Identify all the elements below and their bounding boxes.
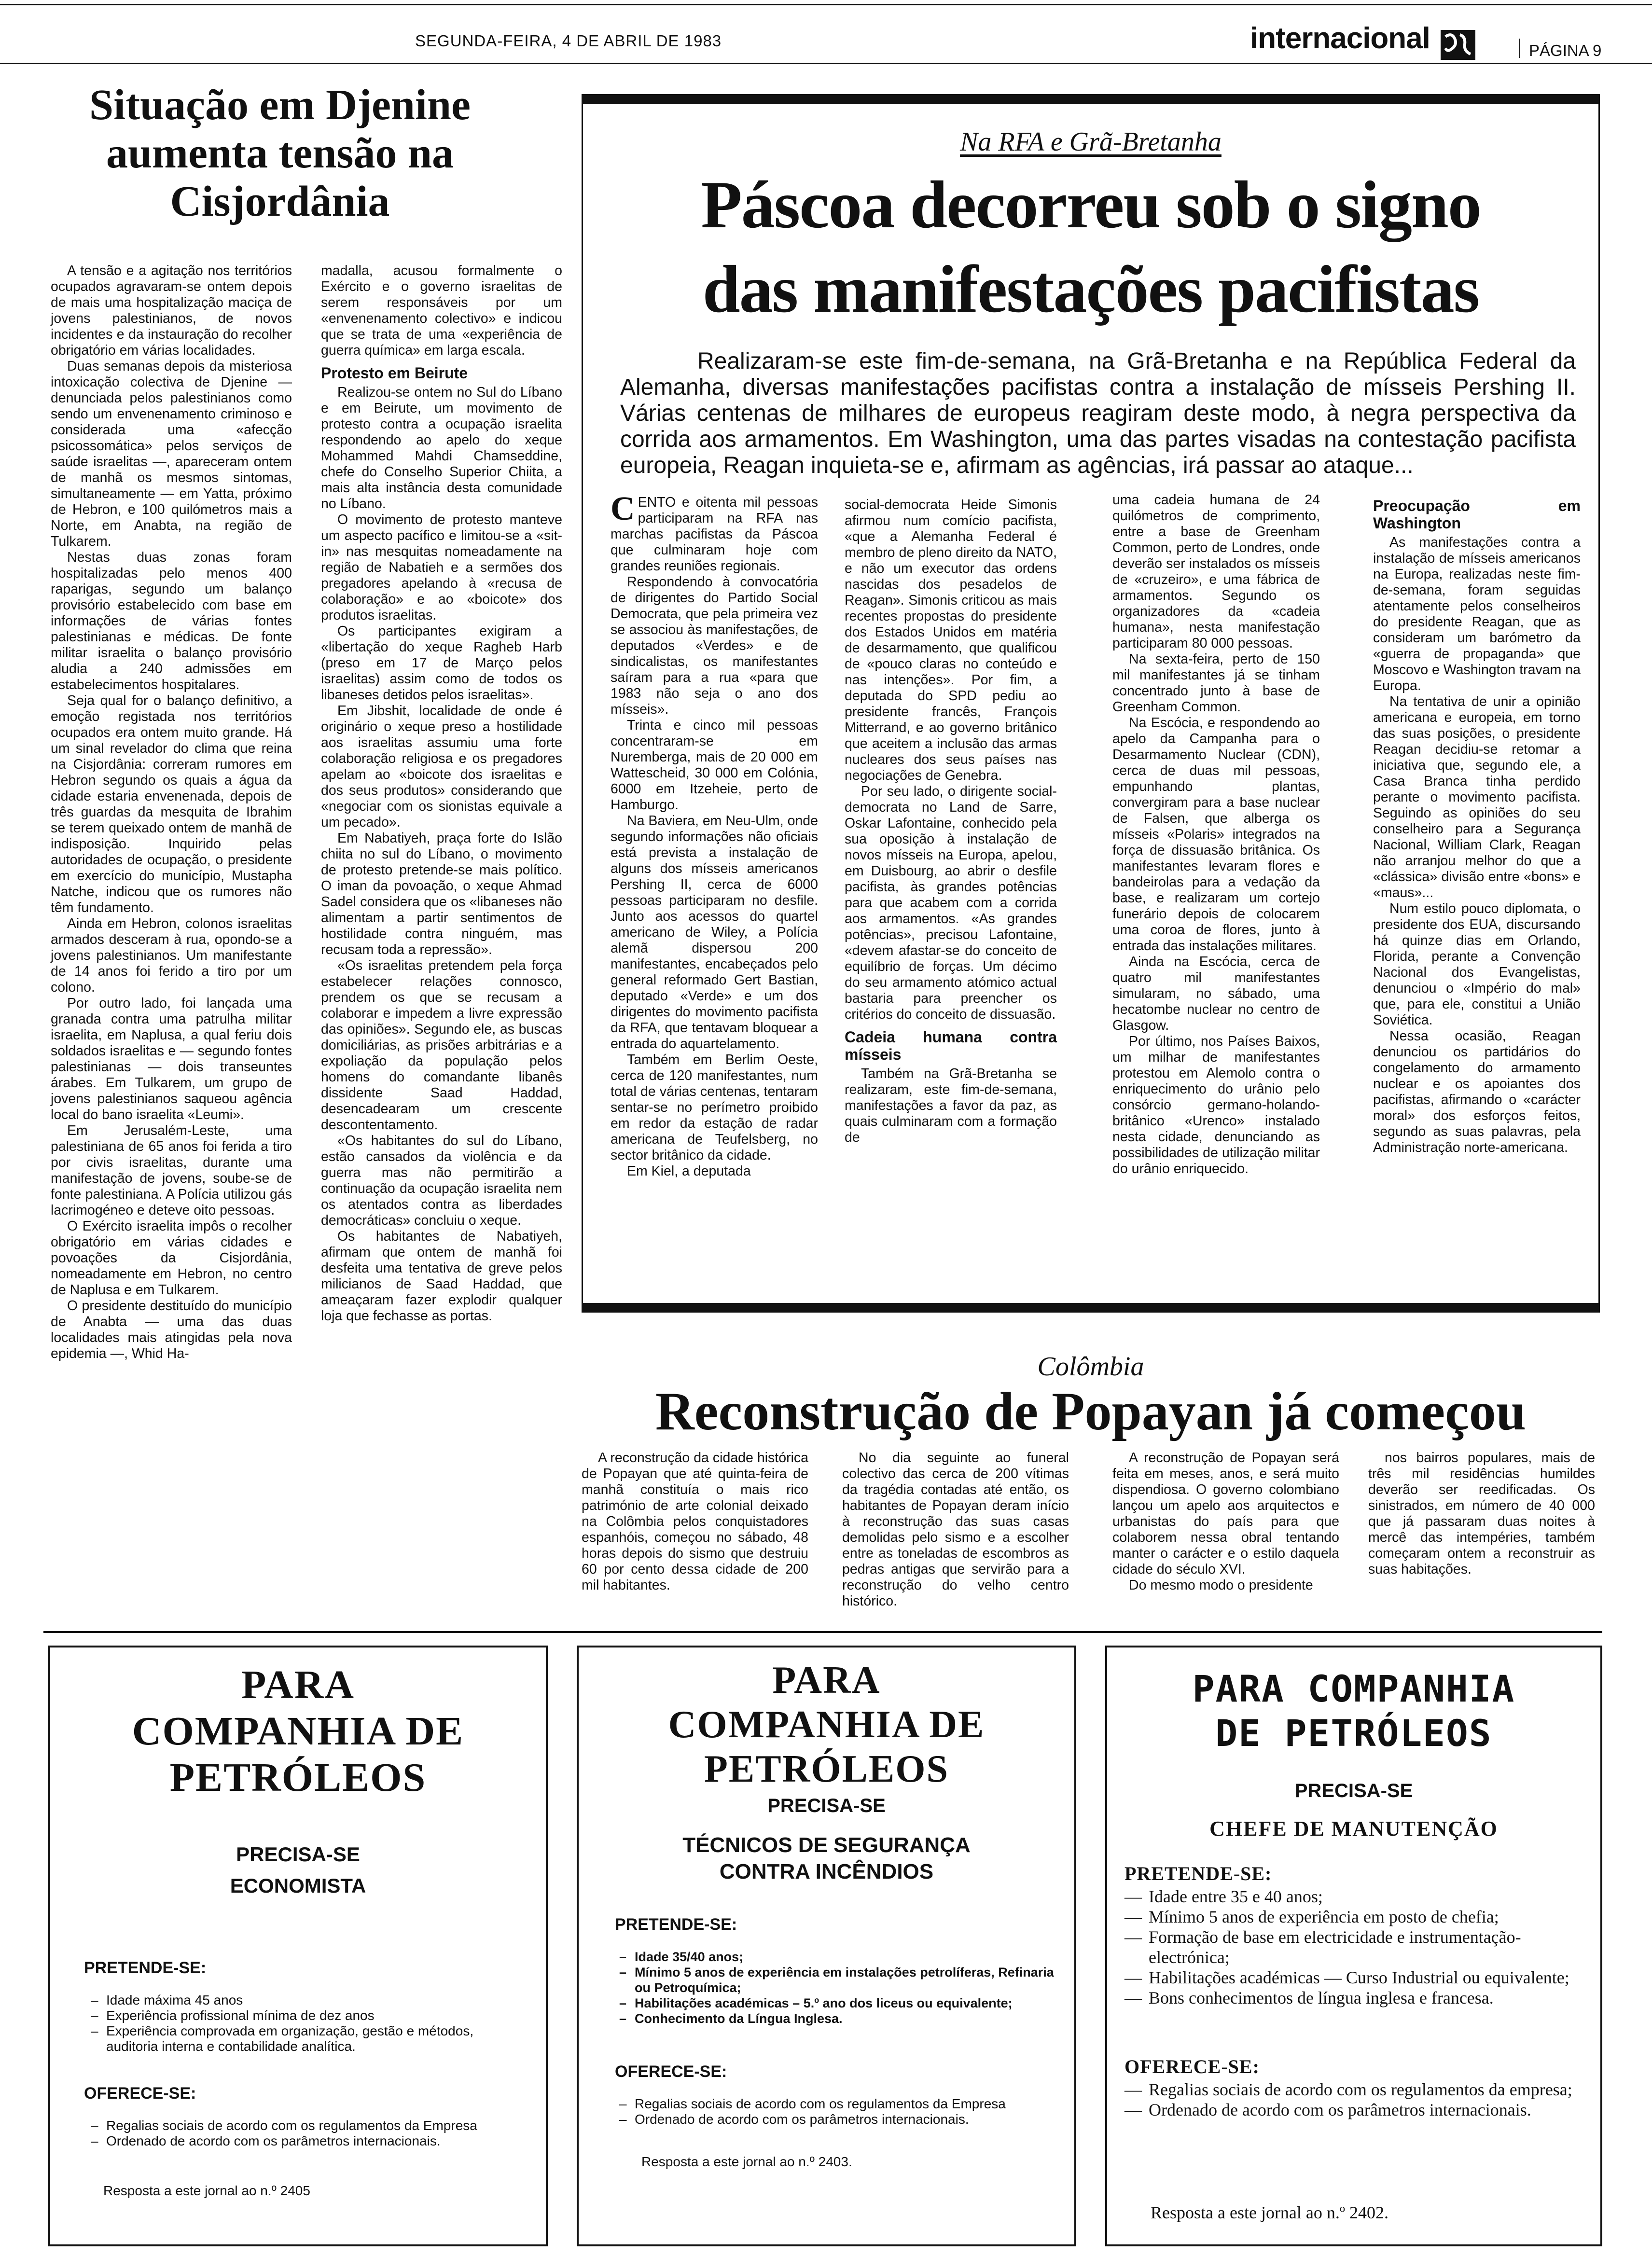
- ad-title-line: PARA: [772, 1659, 881, 1702]
- djenine-para: Nestas duas zonas foram hospitalizadas pelo menos 400 raparigas, segundo um balanço provisório estabelecido com base em informações de várias fontes palestinianas e médicas. De fonte militar israelita o balanço provisório aludia a 240 admissões em estabelecimentos hospitalares.: [51, 550, 292, 692]
- colombia-col3: [1112, 1450, 1339, 1593]
- ad-title-line: PARA: [241, 1662, 355, 1707]
- pascoa-para: social-democrata Heide Simonis afirmou num comício pacifista, «que a Alemanha Federal é membro de pleno direito da NATO, e não um executor das ordens nascidas dos pesadelos de Reagan». Simonis criticou as mais recentes propostas do presidente dos Estados Unidos em matéria de desarmamento, que qualificou de «pouco claras no conteúdo e nas intenções». Por fim, a deputada do SPD pediu ao presidente francês, François Mitterrand, e ao governo britânico que aceitem a inclusão das armas nucleares dos seus países nas negociações de Genebra.: [845, 497, 1057, 783]
- ad-title-line: PETRÓLEOS: [169, 1755, 427, 1800]
- ad-resposta: Resposta a este jornal ao n.º 2405: [103, 2183, 310, 2198]
- pascoa-para: Na Baviera, em Neu-Ulm, onde segundo informações não oficiais está prevista a instalação de alguns dos mísseis americanos Pershing II, cerca de 6000 pessoas participaram no desfile. Junto aos acessos do quartel americano de Wiley, a Polícia alemã dispersou 200 manifestantes, encabeçados pelo general reformado Gert Bastian, deputado «Verde» e um dos dirigentes do movimento pacifista da RFA, que tentavam bloquear a entrada do aquartelamento.: [611, 813, 818, 1052]
- ad-oferece-label: OFERECE-SE:: [84, 2084, 196, 2103]
- colombia-para: A reconstrução de Popayan será feita em meses, anos, e será muito dispendiosa. O governo colombiano lançou um apelo aos arquitectos e urbanistas do país para que colaborem nessa obral tentando manter o carácter e o estilo daquela cidade do século XVI.: [1112, 1450, 1339, 1577]
- ad-oferece-label: OFERECE-SE:: [1124, 2056, 1260, 2077]
- ad-oferece-list: [89, 2118, 523, 2149]
- pascoa-lead: Realizaram-se este fim-de-semana, na Grã-Bretanha e na República Federal da Alemanha, diversas manifestações pacifistas contra a instalação de mísseis Pershing II. Várias centenas de milhares de europeus reagiram deste modo, à negra perspectiva da corrida aos armamentos. Em Washington, uma das partes visadas na contestação pacifista europeia, Reagan inquieta-se e, afirmam as agências, irá passar ao ataque...: [620, 348, 1576, 478]
- ad-offer: – Regalias sociais de acordo com os regulamentos da Empresa: [89, 2118, 523, 2133]
- pascoa-col1: [611, 490, 818, 1179]
- ad-precisa: PRECISA-SE: [236, 1843, 360, 1866]
- djenine-para: Seja qual for o balanço definitivo, a emoção registada nos territórios ocupados era ontem muito grande. Há um sinal revelador do clima que reina na Cisjordânia: correram rumores em Hebron segundo os quais a água da cidade estaria envenenada, depois de três guardas da mesquita de Ibrahim se terem queixado ontem de manhã de indisposição. Inquirido pelas autoridades de ocupação, o presidente em exercício do município, Mustapha Natche, indicou que os rumores não têm fundamento.: [51, 693, 292, 915]
- header-date: SEGUNDA-FEIRA, 4 DE ABRIL DE 1983: [415, 32, 722, 50]
- pascoa-headline-2: das manifestações pacifistas: [702, 252, 1479, 327]
- ad-role: CONTRA INCÊNDIOS: [719, 1860, 934, 1883]
- djenine-para: O Exército israelita impôs o recolher obrigatório em várias cidades e povoações da Cisjordânia, nomeadamente em Hebron, no centro de Naplusa e em Tulkarem.: [51, 1218, 292, 1298]
- djenine-para: Em Jerusalém-Leste, uma palestiniana de 65 anos foi ferida a tiro por civis israelitas, durante uma manifestação de jovens, soube-se de fonte palestiniana. A Polícia utilizou gás lacrimogéneo e deteve oito pessoas.: [51, 1123, 292, 1218]
- ad-requirement: – Conhecimento da Língua Inglesa.: [617, 2011, 1061, 2026]
- ad-title: [1107, 1667, 1600, 1756]
- ad-requirement: – Experiência comprovada em organização, gestão e métodos, auditoria interna e contabilidade analítica.: [89, 2023, 523, 2054]
- colombia-headline: Reconstrução de Popayan já começou: [655, 1382, 1527, 1441]
- dropcap: C: [611, 490, 635, 527]
- ad-oferece-list: [617, 2096, 1061, 2127]
- colombia-para: A reconstrução da cidade histórica de Popayan que até quinta-feira de manhã constituía o mais rico património de arte colonial deixado na Colômbia pelos conquistadores espanhóis, começou no sábado, 48 horas depois do sismo que destruiu 60 por cento dessa cidade de 200 mil habitantes.: [582, 1450, 808, 1593]
- djenine-subhead: Protesto em Beirute: [321, 364, 468, 382]
- ad-resposta: Resposta a este jornal ao n.º 2403.: [641, 2154, 852, 2169]
- pascoa-col2: [845, 497, 1057, 1146]
- pascoa-para: Num estilo pouco diplomata, o presidente dos EUA, discursando há quinze dias em Orlando, Florida, perante a Convenção Nacional dos Evangelistas, denunciou o «Império do mal» que, para ele, constitui a União Soviética.: [1373, 901, 1581, 1028]
- pascoa-para: Na tentativa de unir a opinião americana e europeia, em torno das suas posições, o presidente Reagan decidiu-se retomar a iniciativa que, segundo ele, a Casa Branca tinha perdido perante o movimento pacifista. Seguindo as opiniões do seu conselheiro para a Segurança Nacional, William Clark, Reagan não arranjou melhor do que a «clássica» divisão entre «bons» e «maus»...: [1373, 694, 1581, 900]
- ad-pretende-list: [617, 1949, 1061, 2026]
- section-name: internacional: [1250, 22, 1430, 55]
- ad-pretende-list: [1124, 1886, 1588, 2008]
- pascoa-kicker: Na RFA e Grã-Bretanha: [960, 127, 1222, 157]
- djenine-para: O presidente destituído do município de Anabta — uma das duas localidades mais atingidas pela nova epidemia —, Whid Ha-: [51, 1298, 292, 1361]
- ad-oferece-list: [1124, 2079, 1588, 2120]
- ad-title-line: PARA COMPANHIA: [1192, 1667, 1515, 1710]
- djenine-para: Em Nabatiyeh, praça forte do Islão chiita no sul do Líbano, o movimento de protesto pretende-se mais político. O iman da povoação, o xeque Ahmad Sadel considera que os «libaneses não alimentam a partir sentimentos de hostilidade contra ninguém, mas recusam toda a repressão».: [321, 830, 562, 957]
- djenine-para: Realizou-se ontem no Sul do Líbano e em Beirute, um movimento de protesto contra a ocupação israelita respondendo ao apelo do xeque Mohammed Mahdi Chamseddine, chefe do Conselho Superior Chiita, a mais alta instância desta comunidade no Líbano.: [321, 385, 562, 512]
- colombia-col2: [842, 1450, 1069, 1609]
- djenine-para: Os participantes exigiram a «libertação do xeque Ragheb Harb (preso em 17 de Março pelos israelitas) assim como de todos os libaneses detidos pelos israelitas».: [321, 623, 562, 703]
- djenine-para: A tensão e a agitação nos territórios ocupados agravaram-se ontem depois de mais uma hospitalização maciça de jovens palestinianos, de novos incidentes e da instauração do recolher obrigatório em várias localidades.: [51, 263, 292, 358]
- pascoa-para: Também na Grã-Bretanha se realizaram, este fim-de-semana, manifestações a favor da paz, as quais culminaram com a formação de: [845, 1066, 1057, 1145]
- header-rule: [0, 63, 1652, 64]
- djenine-para: Duas semanas depois da misteriosa intoxicação colectiva de Djenine — denunciada pelos palestinianos como sendo um envenenamento criminoso e considerada uma «afecção psicossomática» pelos serviços de saúde israelitas —, apareceram ontem de manhã os mesmos sintomas, simultaneamente — em Yatta, próximo de Hebron, e 100 quilómetros mais a Norte, em Anabta, na região de Tulkarem.: [51, 359, 292, 549]
- colombia-kicker: Colômbia: [1037, 1352, 1144, 1382]
- ad-requirement: — Bons conhecimentos de língua inglesa e francesa.: [1124, 1988, 1588, 2008]
- pascoa-para: Na Escócia, e respondendo ao apelo da Campanha para o Desarmamento Nuclear (CDN), cerca de duas mil pessoas, empunhando plantas, convergiram para a base nuclear de Falsen, que alberga os mísseis «Polaris» integrados na força de dissuasão britânica. Os manifestantes levaram flores e bandeirolas para a vedação da base, e realizaram um cortejo funerário depois de colocarem uma coroa de flores, junto à entrada das instalações militares.: [1112, 715, 1320, 954]
- djenine-para: «Os israelitas pretendem pela força estabelecer relações connosco, prendem os que se recusam a colaborar e impedem a livre expressão das opiniões». Segundo ele, as buscas domiciliárias, as prisões arbitrárias e a expoliação da população pelos homens do comandante libanês dissidente Saad Haddad, desencadearam um crescente descontentamento.: [321, 958, 562, 1133]
- pascoa-para: Respondendo à convocatória de dirigentes do Partido Social Democrata, que pela primeira vez se associou às manifestações, de deputados «Verdes» e de sindicalistas, os manifestantes saíram para a rua «para que 1983 não seja o ano dos mísseis».: [611, 574, 818, 717]
- ad-requirement: — Idade entre 35 e 40 anos;: [1124, 1886, 1588, 1907]
- pascoa-para: uma cadeia humana de 24 quilómetros de comprimento, entre a base de Greenham Common, perto de Londres, onde deverão ser instalados os mísseis de «cruzeiro», e uma fábrica de armamentos. Segundo os organizadores da «cadeia humana», nesta manifestação participaram 80 000 pessoas.: [1112, 492, 1320, 651]
- ad-role: ECONOMISTA: [230, 1874, 366, 1897]
- pascoa-para: Por último, nos Países Baixos, um milhar de manifestantes protestou em Alemolo contra o enriquecimento do urânio pelo consórcio germano-holando-britânico «Urenco» instalado nesta cidade, denunciando as possibilidades de utilização militar do urânio enriquecido.: [1112, 1034, 1320, 1176]
- colombia-para: Do mesmo modo o presidente: [1129, 1578, 1313, 1593]
- pascoa-subhead: Cadeia humana contra mísseis: [845, 1028, 1057, 1063]
- djenine-col2: [321, 263, 562, 1324]
- ad-requirement: — Formação de base em electricidade e instrumentação-electrónica;: [1124, 1927, 1588, 1967]
- ad-pretende-label: PRETENDE-SE:: [1124, 1863, 1272, 1884]
- ad-pretende-list: [89, 1993, 523, 2054]
- djenine-headline: [63, 81, 497, 226]
- ad-offer: – Ordenado de acordo com os parâmetros internacionais.: [89, 2133, 523, 2149]
- ad-title-line: DE PETRÓLEOS: [1215, 1712, 1492, 1755]
- ad-title-line: PETRÓLEOS: [704, 1748, 949, 1790]
- ad-title: [50, 1662, 546, 1801]
- pascoa-para: Em Kiel, a deputada: [627, 1163, 751, 1179]
- ad-oferece-label: OFERECE-SE:: [615, 2062, 727, 2081]
- colombia-para: No dia seguinte ao funeral colectivo das cerca de 200 vítimas da tragédia contadas até então, os habitantes de Popayan deram início à reconstrução das suas casas demolidas pelo sismo e a escolher entre as toneladas de escombros as pedras antigas que servirão para a reconstrução do velho centro histórico.: [842, 1450, 1069, 1609]
- djenine-para: Os habitantes de Nabatiyeh, afirmam que ontem de manhã foi desfeita uma tentativa de greve pelos milicianos de Saad Haddad, que ameaçaram fazer explodir qualquer loja que fechasse as portas.: [321, 1229, 562, 1324]
- pascoa-para: As manifestações contra a instalação de mísseis americanos na Europa, realizadas neste fim-de-semana, foram seguidas atentamente pelos conselheiros do presidente Reagan, que as consideram um barómetro da «guerra de propaganda» que Moscovo e Washington travam na Europa.: [1373, 535, 1581, 693]
- ad-pretende-label: PRETENDE-SE:: [615, 1915, 737, 1934]
- djenine-para: madalla, acusou formalmente o Exército e o governo israelitas de serem responsáveis por um «envenenamento colectivo» e indicou que se trata de uma «experiência de guerra química» em larga escala.: [321, 263, 562, 358]
- ad-pretende-label: PRETENDE-SE:: [84, 1959, 207, 1977]
- logo-icon: [1441, 30, 1475, 60]
- ad-offer: – Regalias sociais de acordo com os regulamentos da Empresa: [617, 2096, 1061, 2112]
- ad-title-line: COMPANHIA DE: [132, 1709, 464, 1754]
- ad-offer: – Ordenado de acordo com os parâmetros internacionais.: [617, 2112, 1061, 2127]
- pascoa-para: Nessa ocasião, Reagan denunciou os partidários do congelamento do armamento nuclear e os apoiantes dos pacifistas, afirmando o «carácter moral» dos esforços feitos, segundo as suas palavras, pela Administração norte-americana.: [1373, 1028, 1581, 1155]
- ad-requirement: — Mínimo 5 anos de experiência em posto de chefia;: [1124, 1907, 1588, 1927]
- djenine-col1: [51, 263, 292, 1362]
- ad-precisa: PRECISA-SE: [767, 1795, 886, 1816]
- ad-precisa: PRECISA-SE: [1294, 1780, 1413, 1801]
- job-ad-chefe-manutencao: [1105, 1646, 1602, 2246]
- ad-resposta: Resposta a este jornal ao n.º 2402.: [1151, 2203, 1389, 2222]
- ad-requirement: – Idade máxima 45 anos: [89, 1993, 523, 2008]
- pascoa-headline-1: Páscoa decorreu sob o signo: [701, 167, 1481, 242]
- colombia-col4: [1368, 1450, 1595, 1578]
- djenine-para: O movimento de protesto manteve um aspecto pacífico e limitou-se a «sit-in» nas mesquitas nomeadamente na região de Nabatieh e a sermões dos pregadores apelando à «recusa de colaboração» e ao «boicote» dos produtos israelitas.: [321, 512, 562, 623]
- ad-requirement: – Mínimo 5 anos de experiência em instalações petrolíferas, Refinaria ou Petroquímica;: [617, 1965, 1061, 1995]
- logo-mark: [1441, 30, 1475, 60]
- ad-title-line: COMPANHIA DE: [668, 1703, 985, 1746]
- djenine-para: «Os habitantes do sul do Líbano, estão cansados da violência e da guerra mas não permitirão a continuação da ocupação israelita nem os atentados contra as liberdades democráticas» concluiu o xeque.: [321, 1133, 562, 1228]
- pascoa-para: Na sexta-feira, perto de 150 mil manifestantes já se tinham concentrado junto à base de Greenham Common.: [1112, 651, 1320, 715]
- ad-requirement: – Experiência profissional mínima de dez anos: [89, 2008, 523, 2023]
- ad-role: CHEFE DE MANUTENÇÃO: [1209, 1817, 1498, 1841]
- top-rule: [0, 4, 1652, 5]
- pascoa-subhead-washington: Preocupação em Washington: [1373, 497, 1581, 532]
- page-number: PÁGINA 9: [1529, 42, 1602, 59]
- pascoa-para: Trinta e cinco mil pessoas concentraram-se em Nuremberga, mais de 20 000 em Wattescheid, 30 000 em Colónia, 6000 em Itzeheie, perto de Hamburgo.: [611, 718, 818, 813]
- page-divider: [1519, 39, 1520, 58]
- pascoa-para: Por seu lado, o dirigente social-democrata no Land de Sarre, Oskar Lafontaine, conhecido pela sua oposição à instalação de novos mísseis na Europa, apelou, em Duisbourg, ao abrir o desfile pacifista, às grandes potências para que acabem com a corrida aos armamentos. «As grandes potências», precisou Lafontaine, «devem afastar-se do conceito de equilíbrio de forças. Um décimo do seu armamento atómico actual bastaria para preencher os critérios do conceito de dissuasão.: [845, 784, 1057, 1022]
- ad-role: TÉCNICOS DE SEGURANÇA: [682, 1833, 971, 1857]
- djenine-para: Por outro lado, foi lançada uma granada contra uma patrulha militar israelita, em Naplusa, a qual feriu dois soldados israelitas e — segundo fontes palestinianas — dois transeuntes árabes. Em Tulkarem, um grupo de jovens palestinianos saqueou agência local do bano israelita «Leumi».: [51, 996, 292, 1122]
- pascoa-para: Também em Berlim Oeste, cerca de 120 manifestantes, num total de várias centenas, tentaram sentar-se no perímetro proibido em redor da estação de radar americana de Teufelsberg, no sector britânico da cidade.: [611, 1052, 818, 1163]
- pascoa-lead-para: ENTO e oitenta mil pessoas participaram na RFA nas marchas pacifistas da Páscoa que culminaram hoje com grandes reuniões regionais.: [611, 495, 818, 574]
- djenine-para: Ainda em Hebron, colonos israelitas armados desceram à rua, opondo-se a jovens palestinianos. Um manifestante de 14 anos foi ferido a tiro por um colono.: [51, 916, 292, 995]
- djenine-headline-text: Situação em Djenine aumenta tensão na Cisjordânia: [89, 81, 471, 225]
- ad-requirement: — Habilitações académicas — Curso Industrial ou equivalente;: [1124, 1967, 1588, 1988]
- logo-text: DL: [1441, 60, 1442, 61]
- job-ad-economista: [48, 1646, 548, 2246]
- ad-title: [579, 1658, 1074, 1791]
- job-ad-tecnicos: [577, 1646, 1076, 2246]
- colombia-para: nos bairros populares, mais de três mil residências humildes deverão ser reedificadas. Os sinistrados, em número de 40 000 que já passaram duas noites à mercê das intempéries, também começaram ontem a reconstruir as suas habitações.: [1368, 1450, 1595, 1577]
- ad-offer: — Regalias sociais de acordo com os regulamentos da empresa;: [1124, 2079, 1588, 2100]
- djenine-para: Em Jibshit, localidade de onde é originário o xeque preso a hostilidade aos israelitas assumiu uma forte colaboração religiosa e os pregadores apelam ao «boicote dos israelitas e dos seus produtos» considerando que «negociar com os sionistas equivale a um pecado».: [321, 703, 562, 830]
- colombia-col1: [582, 1450, 808, 1593]
- mid-rule: [43, 1631, 1602, 1633]
- ad-offer: — Ordenado de acordo com os parâmetros internacionais.: [1124, 2100, 1588, 2120]
- pascoa-col3: [1112, 492, 1320, 1177]
- ad-requirement: – Idade 35/40 anos;: [617, 1949, 1061, 1965]
- pascoa-para-first: [611, 490, 818, 574]
- pascoa-para: Ainda na Escócia, cerca de quatro mil manifestantes simularam, no sábado, uma hecatombe nuclear no centro de Glasgow.: [1112, 954, 1320, 1033]
- ad-requirement: – Habilitações académicas – 5.º ano dos liceus ou equivalente;: [617, 1995, 1061, 2011]
- pascoa-col4: [1373, 497, 1581, 1156]
